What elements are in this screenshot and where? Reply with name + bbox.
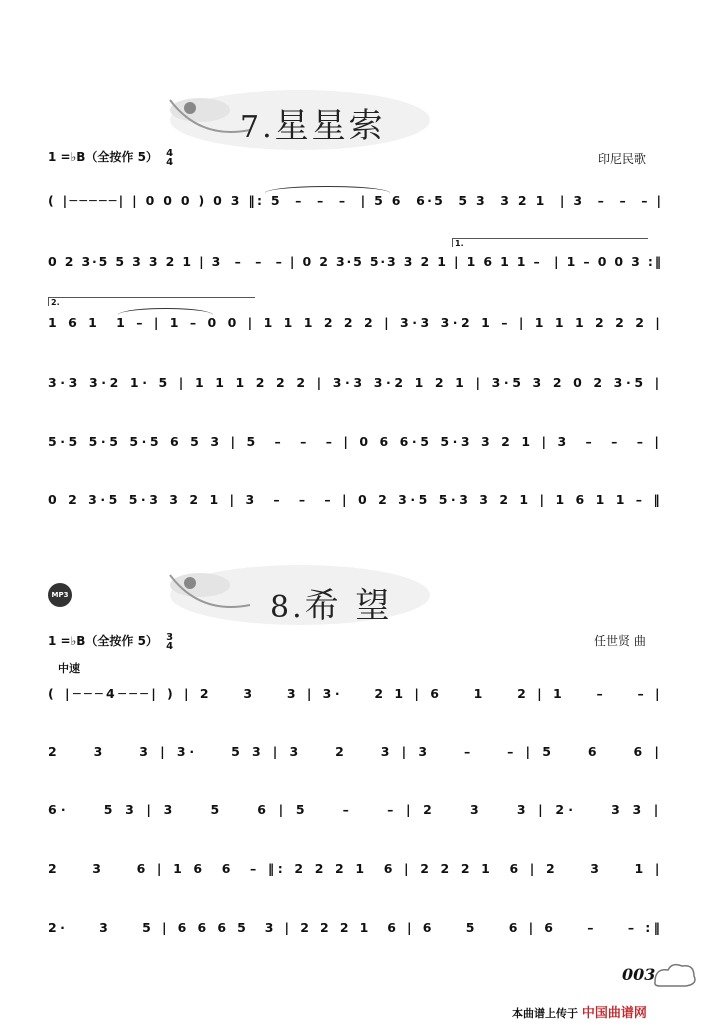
notation-line: 6· 5 3 | 3 5 6 | 5 – – | 2 3 3 | 2· 3 3 | (48, 802, 663, 817)
song1-row-2 (0, 254, 710, 280)
slur (265, 186, 390, 193)
notation-line: 5·5 5·5 5·5 6 5 3 | 5 – – – | 0 6 6·5 5·3 3 2 1 | 3 – – – | (48, 434, 663, 449)
notation-line: 2 3 3 | 3· 5 3 | 3 2 3 | 3 – – | 5 6 6 | (48, 744, 663, 759)
song1-title: 7.星星索 (240, 106, 386, 146)
song1-row-1 (0, 193, 710, 219)
volta-2: 2. (48, 297, 255, 306)
notation-line: 3·3 3·2 1· 5 | 1 1 1 2 2 2 | 3·3 3·2 1 2 1 | 3·5 3 2 0 2 3·5 | (48, 375, 663, 390)
song2-row-5 (0, 920, 710, 946)
song2-row-1 (0, 686, 710, 712)
page-number: 003 (622, 965, 656, 984)
song1-row-3 (0, 315, 710, 341)
notation-line: ( |─────| | 0 0 0 ) 0 3 ‖: 5 – – – | 5 6 6·5 5 3 3 2 1 | 3 – – – | (48, 193, 664, 208)
volta-1: 1. (452, 238, 648, 247)
footer (512, 1002, 647, 1021)
notation-line: 2 3 6 | 1 6 6 – ‖: 2 2 2 1 6 | 2 2 2 1 6 | 2 3 1 | (48, 861, 664, 876)
song2-row-4 (0, 861, 710, 887)
notation-line: ( |───4───| ) | 2 3 3 | 3· 2 1 | 6 1 2 | 1 – – | (48, 686, 664, 701)
song2-title: 8.希 望 (270, 586, 393, 626)
song1-row-6 (0, 492, 710, 518)
song2-credit: 任世贤 曲 (594, 634, 646, 648)
notation-line: 0 2 3·5 5·3 3 2 1 | 3 – – – | 0 2 3·5 5·3 3 2 1 | 1 6 1 1 – ‖ (48, 492, 664, 507)
notation-line: 2· 3 5 | 6 6 6 5 3 | 2 2 2 1 6 | 6 5 6 | 6 – – :‖ (48, 920, 664, 935)
footer-text: 本曲谱上传于 (512, 1007, 578, 1020)
song1-row-4 (0, 375, 710, 401)
song1-key-signature: 1 =♭B（全按作 5） 4 4 (48, 147, 174, 168)
footer-brand[interactable]: 中国曲谱网 (581, 1006, 647, 1021)
slur (118, 308, 213, 315)
song2-row-2 (0, 744, 710, 770)
song2-key-signature: 1 =♭B（全按作 5） 3 4 (48, 631, 174, 652)
cloud-ornament (650, 960, 700, 990)
song1-row-5 (0, 434, 710, 460)
tempo-marking: 中速 (58, 662, 80, 675)
song1-credit: 印尼民歌 (598, 152, 647, 166)
mp3-icon[interactable]: MP3 (48, 583, 72, 607)
notation-line: 0 2 3·5 5 3 3 2 1 | 3 – – – | 0 2 3·5 5·3 3 2 1 | 1 6 1 1 – | 1 – 0 0 3 :‖ (48, 254, 663, 269)
notation-line: 1 6 1 1 – | 1 – 0 0 | 1 1 1 2 2 2 | 3·3 3·2 1 – | 1 1 1 2 2 2 | (48, 315, 664, 330)
song2-row-3 (0, 802, 710, 828)
